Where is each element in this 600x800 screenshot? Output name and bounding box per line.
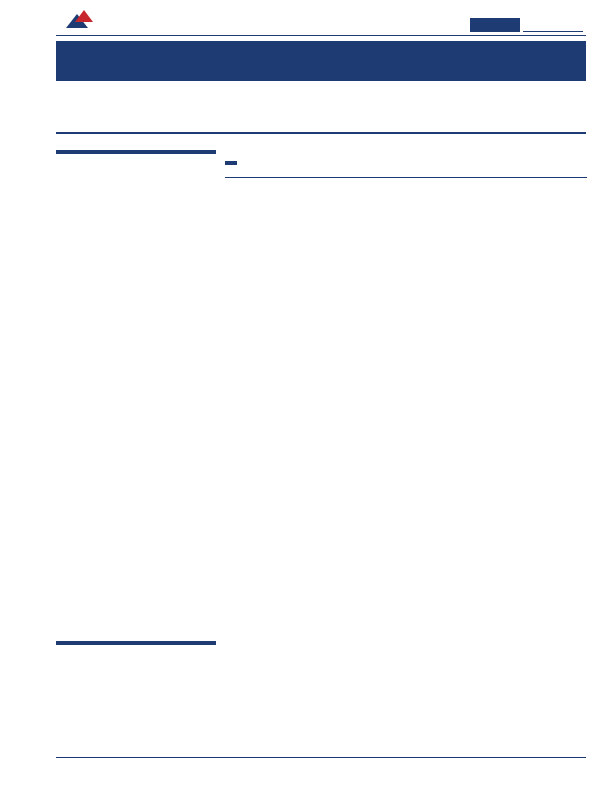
subheader xyxy=(56,90,586,132)
logo-mark-icon xyxy=(66,8,94,30)
headline-divider xyxy=(225,177,587,178)
company-logo xyxy=(66,8,98,30)
header-divider xyxy=(56,35,586,36)
footer-divider xyxy=(56,757,586,758)
independence-statement xyxy=(56,641,216,649)
section-tag xyxy=(225,161,237,165)
subheader-divider xyxy=(56,132,586,134)
main-content xyxy=(225,150,587,178)
left-column xyxy=(56,150,216,297)
report-type-tag xyxy=(470,18,520,32)
report-banner xyxy=(56,41,586,81)
page-number xyxy=(523,18,583,32)
disclaimer-title xyxy=(56,641,216,645)
performance-chart xyxy=(56,154,216,294)
performance-chart-svg xyxy=(56,160,216,290)
